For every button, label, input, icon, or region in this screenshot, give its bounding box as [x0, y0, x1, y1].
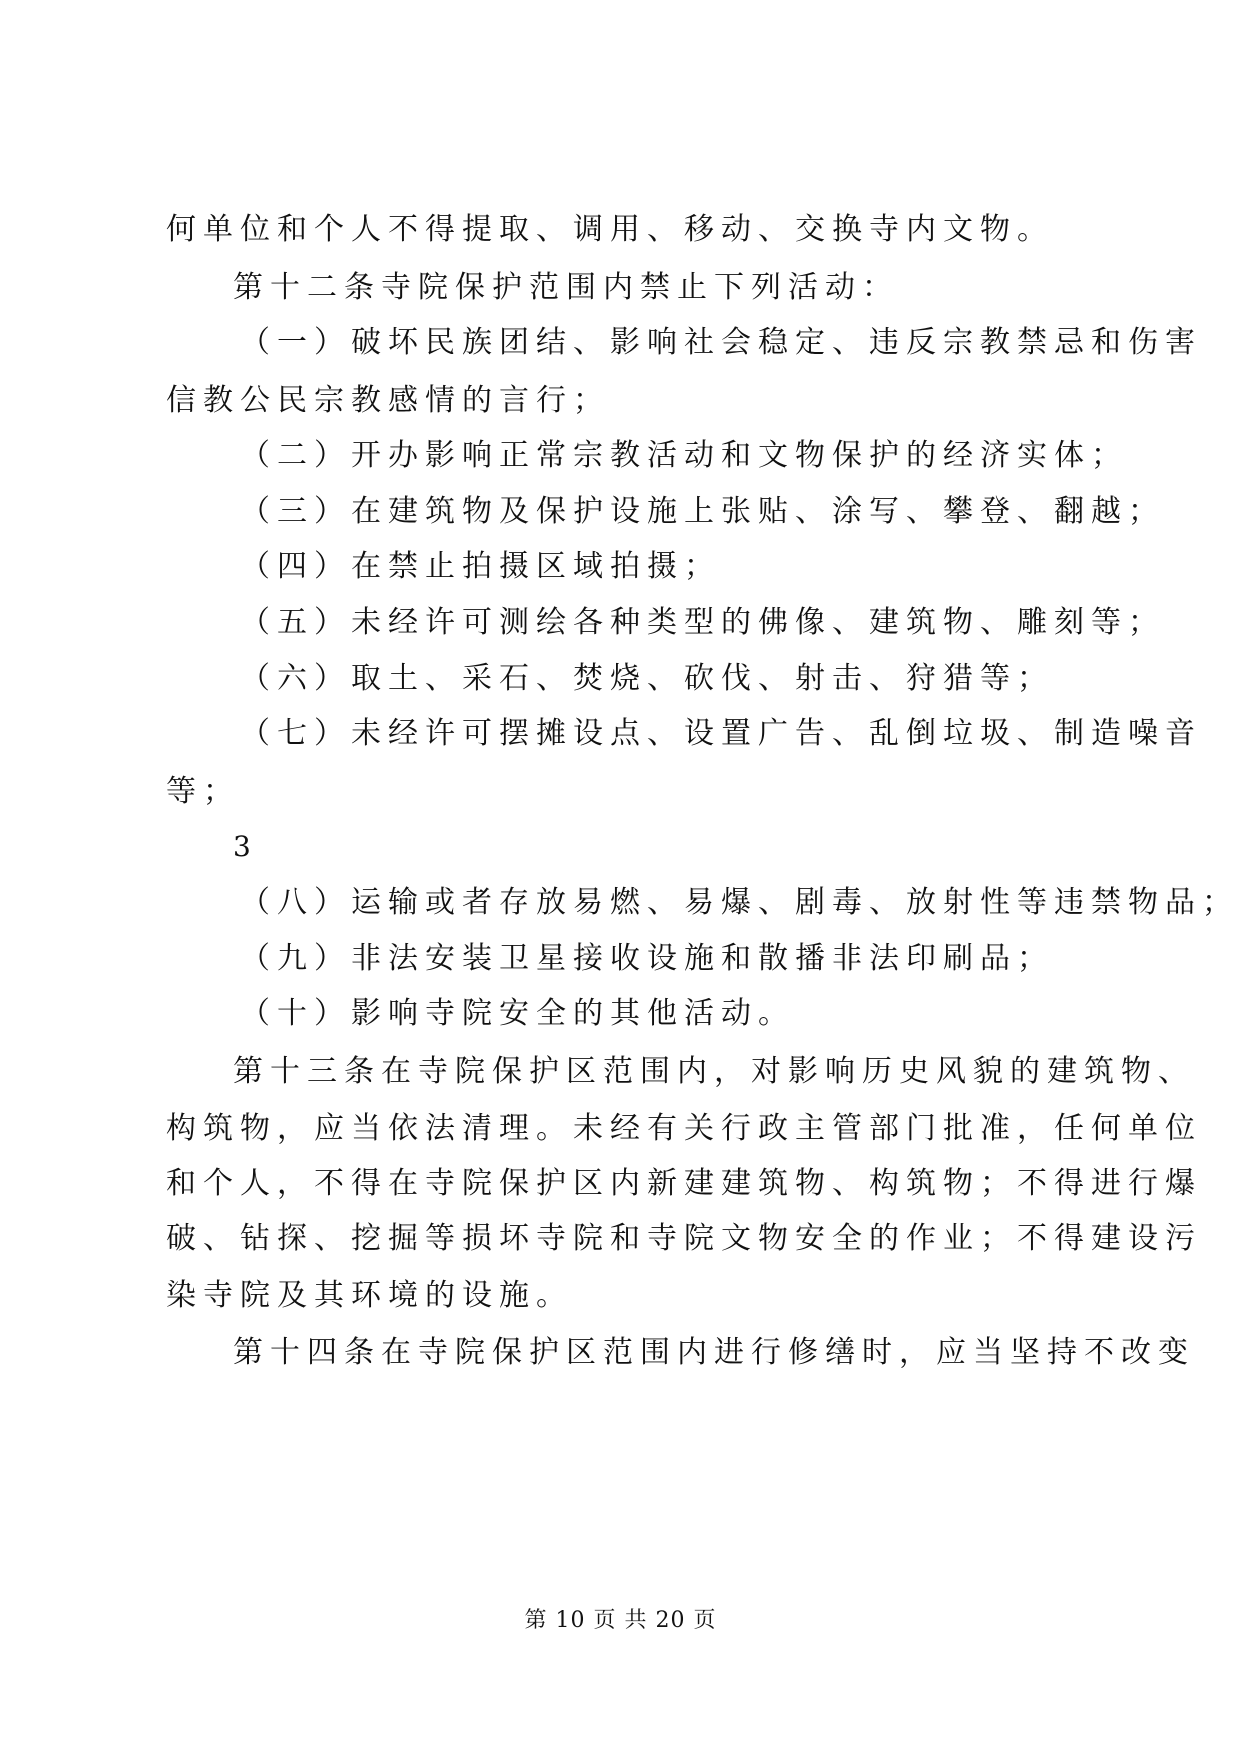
list-item-7: （七）未经许可摆摊设点、设置广告、乱倒垃圾、制造噪音 — [240, 716, 1202, 751]
list-item-1: （一）破坏民族团结、影响社会稳定、违反宗教禁忌和伤害 — [240, 325, 1202, 360]
list-item-4: （四）在禁止拍摄区域拍摄； — [240, 549, 721, 584]
text-line: 构筑物，应当依法清理。未经有关行政主管部门批准，任何单位 — [166, 1111, 1202, 1146]
text-line: 等； — [166, 774, 240, 809]
text-line: 和个人，不得在寺院保护区内新建建筑物、构筑物；不得进行爆 — [166, 1166, 1202, 1201]
page-number-marker: 3 — [233, 830, 251, 863]
article-13-paragraph: 第十三条在寺院保护区范围内，对影响历史风貌的建筑物、 — [233, 1054, 1195, 1089]
list-item-5: （五）未经许可测绘各种类型的佛像、建筑物、雕刻等； — [240, 605, 1165, 640]
article-12-heading: 第十二条寺院保护范围内禁止下列活动： — [233, 270, 899, 305]
list-item-10: （十）影响寺院安全的其他活动。 — [240, 996, 795, 1031]
list-item-2: （二）开办影响正常宗教活动和文物保护的经济实体； — [240, 438, 1128, 473]
list-item-3: （三）在建筑物及保护设施上张贴、涂写、攀登、翻越； — [240, 494, 1165, 529]
article-14-paragraph: 第十四条在寺院保护区范围内进行修缮时，应当坚持不改变 — [233, 1335, 1195, 1370]
text-line: 染寺院及其环境的设施。 — [166, 1278, 573, 1313]
text-line: 信教公民宗教感情的言行； — [166, 383, 610, 418]
text-line: 破、钻探、挖掘等损坏寺院和寺院文物安全的作业；不得建设污 — [166, 1221, 1202, 1256]
list-item-6: （六）取土、采石、焚烧、砍伐、射击、狩猎等； — [240, 661, 1054, 696]
page-footer: 第 10 页 共 20 页 — [524, 1608, 717, 1633]
list-item-8: （八）运输或者存放易燃、易爆、剧毒、放射性等违禁物品； — [240, 885, 1239, 920]
list-item-9: （九）非法安装卫星接收设施和散播非法印刷品； — [240, 941, 1054, 976]
text-line: 何单位和个人不得提取、调用、移动、交换寺内文物。 — [166, 212, 1054, 247]
